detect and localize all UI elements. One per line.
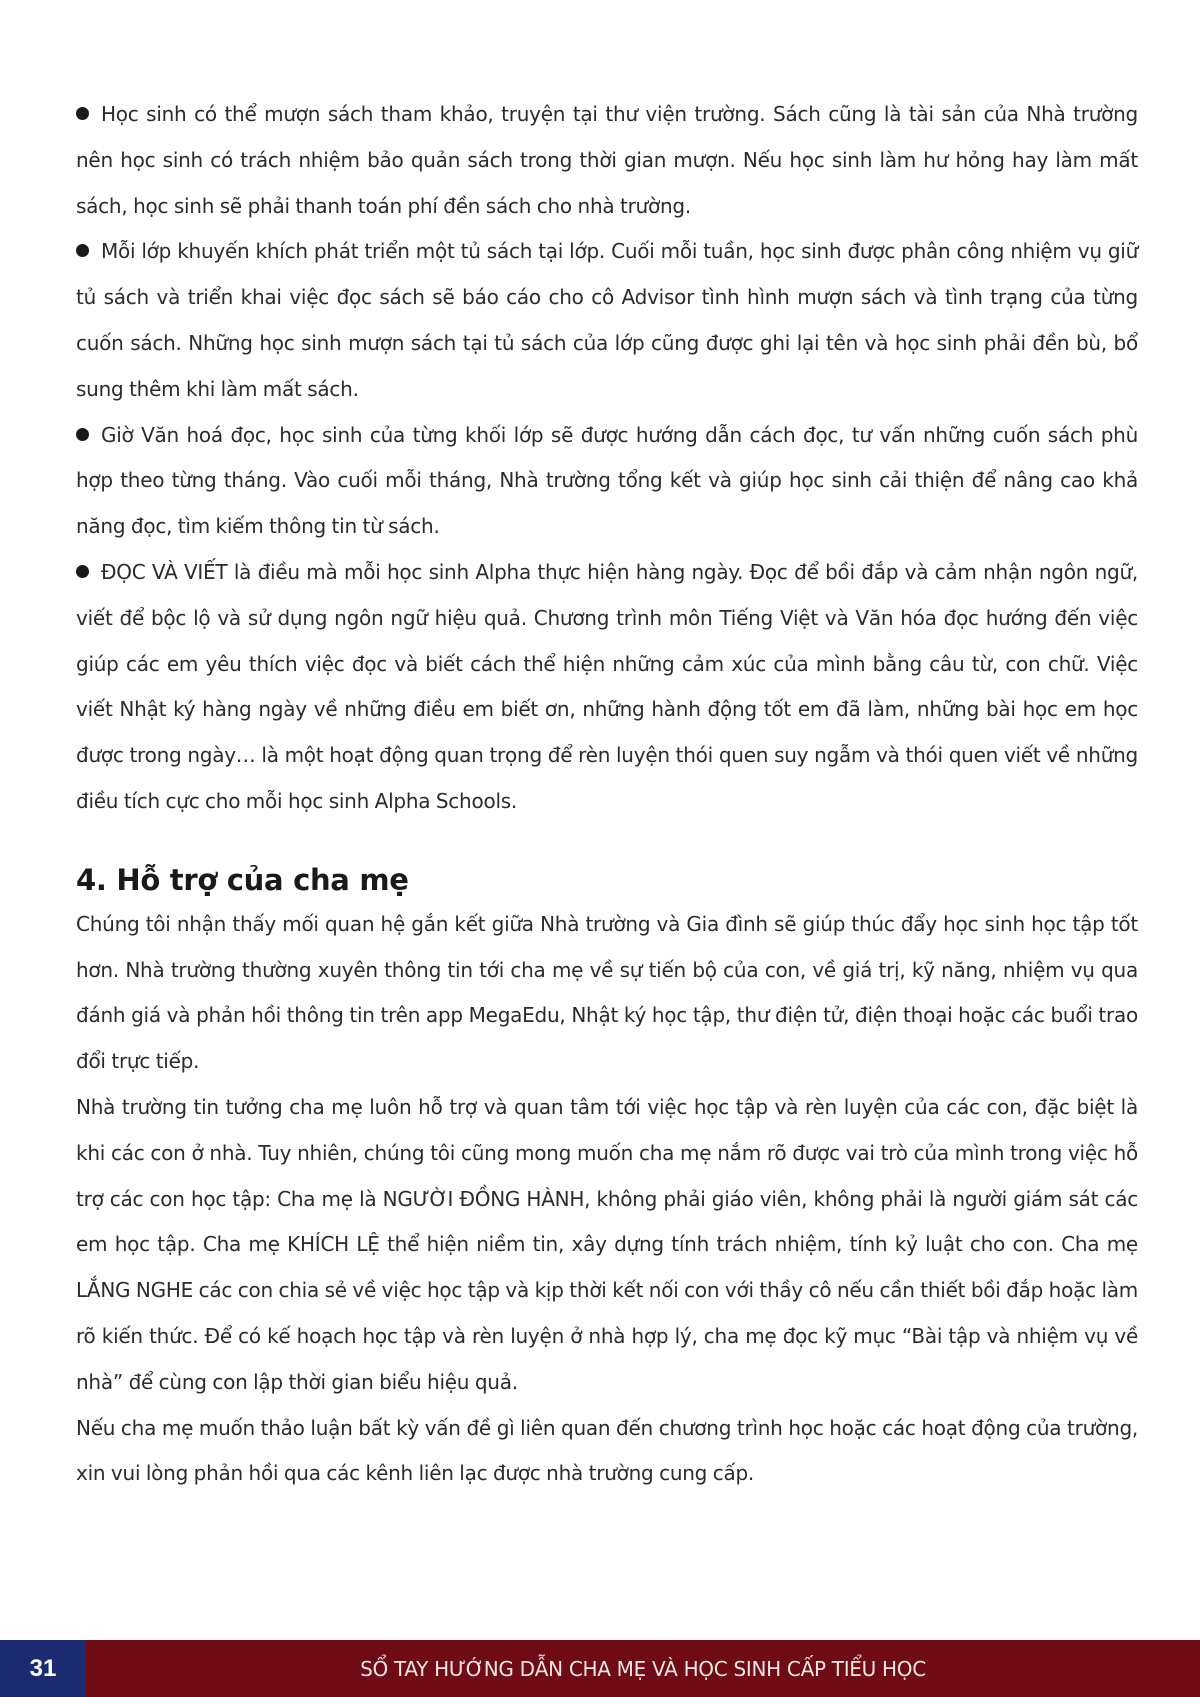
page-content [76, 92, 1138, 1497]
bullet-reading-culture: Giờ Văn hoá đọc, học sinh của từng khối lớp sẽ được hướng dẫn cách đọc, tư vấn những cuốn sách phù hợp theo từng tháng. Vào cuối mỗi tháng, Nhà trường tổng kết và giúp học sinh cải thiện để nâng cao khả năng đọc, tìm kiếm thông tin từ sách. [76, 413, 1138, 550]
footer-title: SỔ TAY HƯỚNG DẪN CHA MẸ VÀ HỌC SINH CẤP TIỂU HỌC [86, 1640, 1200, 1697]
paragraph-contact: Nếu cha mẹ muốn thảo luận bất kỳ vấn đề gì liên quan đến chương trình học hoặc các hoạt động của trường, xin vui lòng phản hồi qua các kênh liên lạc được nhà trường cung cấp. [76, 1415, 1138, 1486]
bullet-reading-writing: ĐỌC VÀ VIẾT là điều mà mỗi học sinh Alpha thực hiện hàng ngày. Đọc để bồi đắp và cảm nhận ngôn ngữ, viết để bộc lộ và sử dụng ngôn ngữ hiệu quả. Chương trình môn Tiếng Việt và Văn hóa đọc hướng đến việc giúp các em yêu thích việc đọc và biết cách thể hiện những cảm xúc của mình bằng câu từ, con chữ. Việc viết Nhật ký hàng ngày về những điều em biết ơn, những hành động tốt em đã làm, những bài học em học được trong ngày… là một hoạt động quan trọng để rèn luyện thói quen suy ngẫm và thói quen viết về những điều tích cực cho mỗi học sinh Alpha Schools. [76, 550, 1138, 825]
bullet-library-borrowing: Học sinh có thể mượn sách tham khảo, truyện tại thư viện trường. Sách cũng là tài sản của Nhà trường nên học sinh có trách nhiệm bảo quản sách trong thời gian mượn. Nếu học sinh làm hư hỏng hay làm mất sách, học sinh sẽ phải thanh toán phí đền sách cho nhà trường. [76, 92, 1138, 229]
paragraph-school-family: Chúng tôi nhận thấy mối quan hệ gắn kết giữa Nhà trường và Gia đình sẽ giúp thúc đẩy học sinh học tập tốt hơn. Nhà trường thường xuyên thông tin tới cha mẹ về sự tiến bộ của con, về giá trị, kỹ năng, nhiệm vụ qua đánh giá và phản hồi thông tin trên app MegaEdu, Nhật ký học tập, thư điện tử, điện thoại hoặc các buổi trao đổi trực tiếp. [76, 911, 1138, 1074]
page-number: 31 [0, 1640, 86, 1697]
bullet-class-bookshelf: Mỗi lớp khuyến khích phát triển một tủ sách tại lớp. Cuối mỗi tuần, học sinh được phân công nhiệm vụ giữ tủ sách và triển khai việc đọc sách sẽ báo cáo cho cô Advisor tình hình mượn sách và tình trạng của từng cuốn sách. Những học sinh mượn sách tại tủ sách của lớp cũng được ghi lại tên và học sinh phải đền bù, bổ sung thêm khi làm mất sách. [76, 229, 1138, 412]
page-footer [0, 1640, 1200, 1697]
section-heading: 4. Hỗ trợ của cha mẹ [76, 862, 409, 897]
paragraph-parent-role: Nhà trường tin tưởng cha mẹ luôn hỗ trợ và quan tâm tới việc học tập và rèn luyện của các con, đặc biệt là khi các con ở nhà. Tuy nhiên, chúng tôi cũng mong muốn cha mẹ nắm rõ được vai trò của mình trong việc hỗ trợ các con học tập: Cha mẹ là NGƯỜI ĐỒNG HÀNH, không phải giáo viên, không phải là người giám sát các em học tập. Cha mẹ KHÍCH LỆ thể hiện niềm tin, xây dựng tính trách nhiệm, tính kỷ luật cho con. Cha mẹ LẮNG NGHE các con chia sẻ về việc học tập và kịp thời kết nối con với thầy cô nếu cần thiết bồi đắp hoặc làm rõ kiến thức. Để có kế hoạch học tập và rèn luyện ở nhà hợp lý, cha mẹ đọc kỹ mục “Bài tập và nhiệm vụ về nhà” để cùng con lập thời gian biểu hiệu quả. [76, 1094, 1138, 1394]
